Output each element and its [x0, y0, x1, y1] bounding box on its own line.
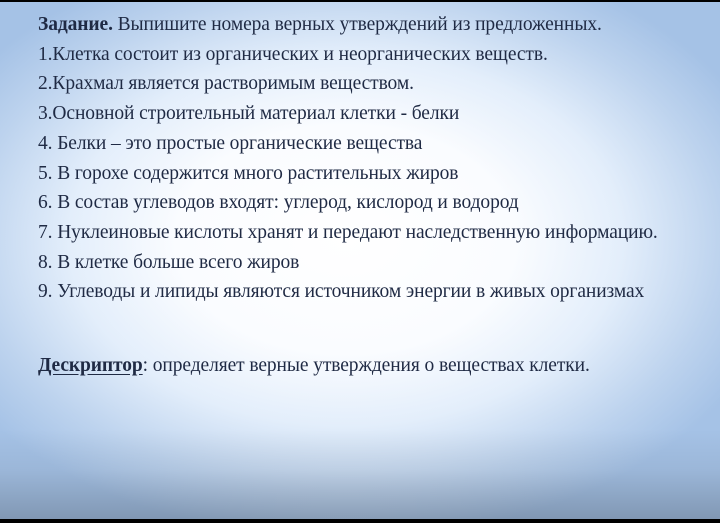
task-label: Задание.: [38, 14, 113, 35]
slide: [0, 2, 720, 519]
descriptor: [38, 351, 698, 381]
task-instruction: [38, 10, 698, 40]
descriptor-label: Дескриптор: [38, 355, 143, 377]
descriptor-text: : определяет верные утверждения о веществах клетки.: [142, 355, 590, 377]
slide-text: [38, 10, 698, 381]
statement-2: 2.Крахмал является растворимым веществом.: [38, 73, 414, 95]
statement-8: 8. В клетке больше всего жиров: [38, 251, 300, 273]
statement-4: 4. Белки – это простые органические вещества: [38, 132, 423, 154]
statement-3: 3.Основной строительный материал клетки - белки: [38, 103, 460, 125]
statement-6: 6. В состав углеводов входят: углерод, кислород и водород: [38, 192, 519, 214]
statement-1: 1.Клетка состоит из органических и неорганических веществ.: [38, 43, 548, 65]
statement-9: 9. Углеводы и липиды являются источником энергии в живых организмах: [38, 281, 645, 303]
statement-5: 5. В горохе содержится много растительных жиров: [38, 162, 459, 184]
task-text: Выпишите номера верных утверждений из предложенных.: [112, 14, 602, 35]
statement-7: 7. Нуклеиновые кислоты хранят и передают наследственную информацию.: [38, 221, 658, 243]
